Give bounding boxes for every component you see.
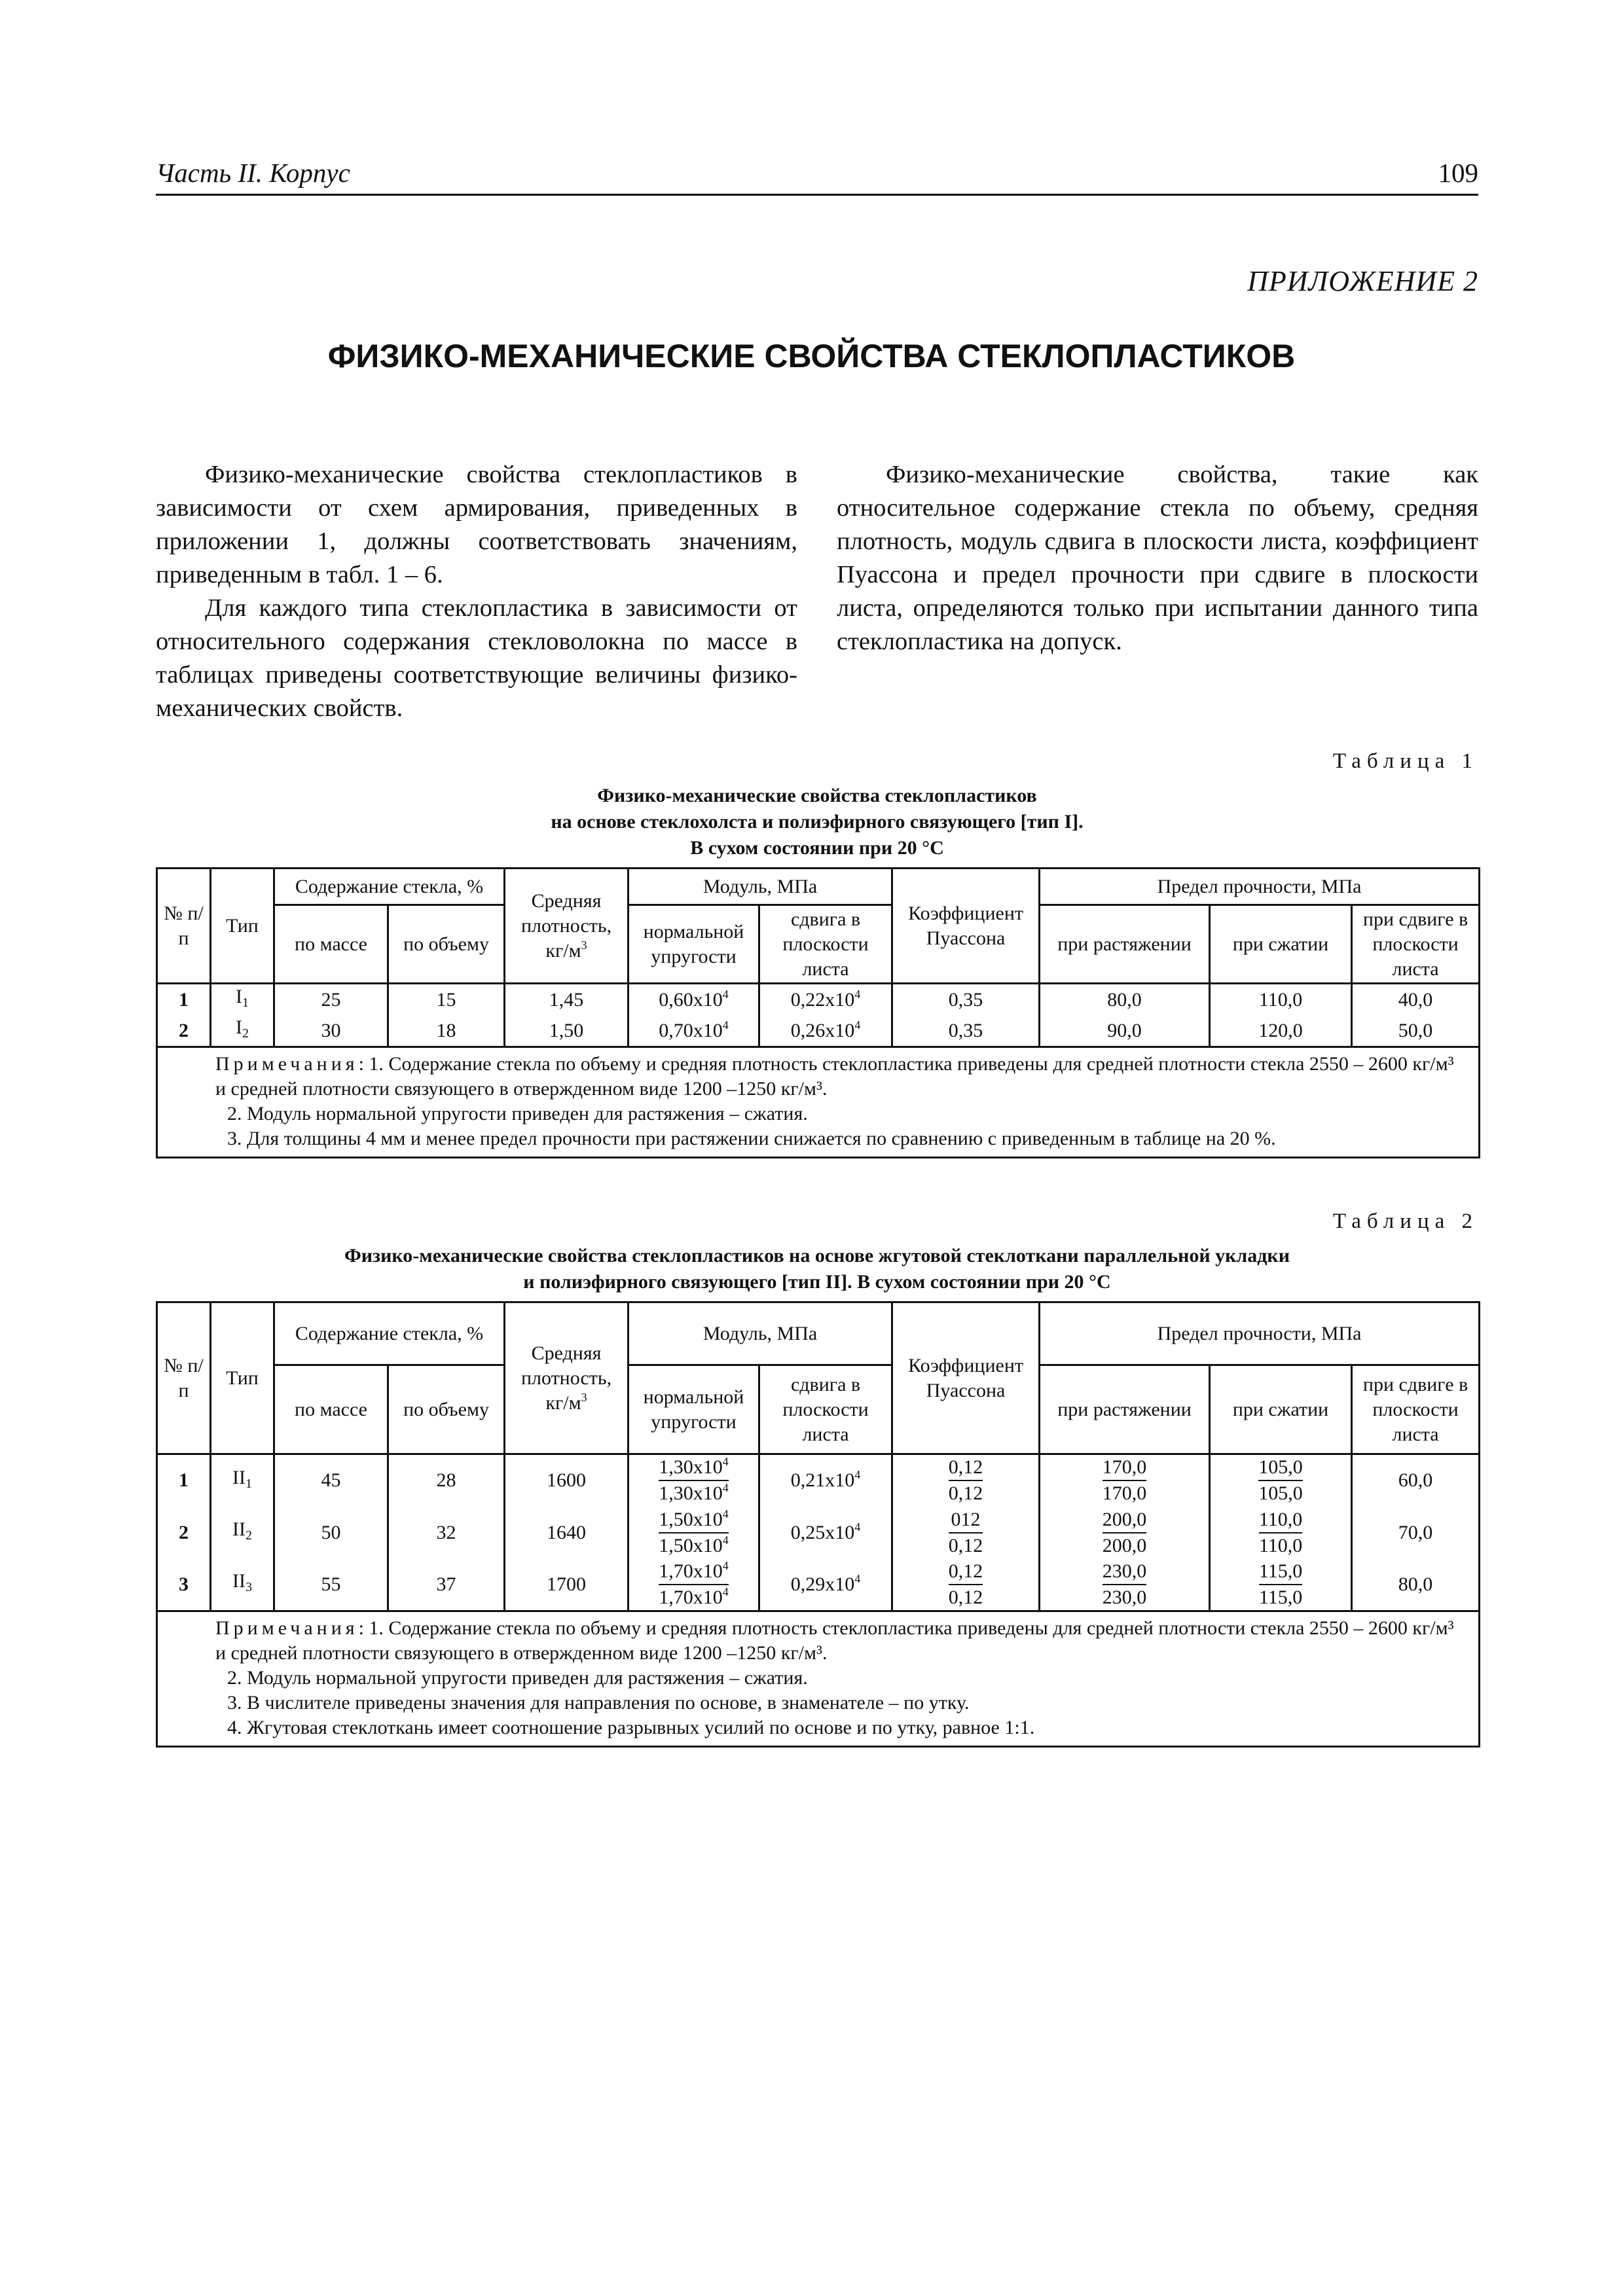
col-density-header: Средняя плотность, $кг/м^3$ [505, 869, 629, 984]
cell: 25 [274, 984, 388, 1016]
intro-right-column [837, 458, 1478, 658]
table-row [157, 984, 1480, 1016]
cell: 37 [388, 1559, 505, 1611]
cell: $0,29x10^4$ [759, 1559, 892, 1611]
cell: 110,0 [1210, 984, 1352, 1016]
note: : 1. Содержание стекла по объему и средняя плотность стеклопластика приведены для средней плотности стекла 2550 – 2600 кг/м³ и средней плотности связующего в отвержденном виде 1200 –1250 кг/м³. [215, 1617, 1454, 1664]
table1-label: Таблица 1 [1332, 749, 1478, 773]
cell: 50,0 [1352, 1015, 1480, 1047]
col-shear-strength-header: при сдвиге в плоскости листа [1352, 1365, 1480, 1454]
table2-title-line: и полиэфирного связующего [тип II]. В сухом состоянии при 20 °С [523, 1271, 1111, 1293]
cell: 1600 [505, 1454, 629, 1507]
cell: $\frac{105,0}{105,0}$ [1210, 1454, 1352, 1507]
col-tension-header: при растяжении [1040, 905, 1210, 984]
col-shear-header: сдвига в плоскости листа [759, 905, 892, 984]
cell: 1700 [505, 1559, 629, 1611]
note: 3. В числителе приведены значения для направления по основе, в знаменателе – по утку. [227, 1692, 970, 1713]
cell: 45 [274, 1454, 388, 1507]
cell: 120,0 [1210, 1015, 1352, 1047]
cell: $\frac{115,0}{115,0}$ [1210, 1559, 1352, 1611]
table2-title-line: Физико-механические свойства стеклопластиков на основе жгутовой стеклоткани параллельной укладки [344, 1245, 1290, 1266]
page-title: ФИЗИКО-МЕХАНИЧЕСКИЕ СВОЙСТВА СТЕКЛОПЛАСТИКОВ [327, 338, 1296, 374]
note: 3. Для толщины 4 мм и менее предел прочности при растяжении снижается по сравнению с приведенным в таблице на 20 %. [227, 1128, 1276, 1149]
cell: 90,0 [1040, 1015, 1210, 1047]
col-type-header: Тип [211, 869, 274, 984]
cell: 55 [274, 1559, 388, 1611]
intro-left-column [156, 458, 797, 725]
col-compression-header: при сжатии [1210, 905, 1352, 984]
cell: 2 [157, 1015, 211, 1047]
col-volume-header: по объему [388, 905, 505, 984]
cell: 15 [388, 984, 505, 1016]
intro-paragraph: Физико-механические свойства стеклопластиков в зависимости от схем армирования, приведенных в приложении 1, должны соответствовать значениям, приведенным в табл. 1 – 6. [156, 461, 797, 588]
cell: 3 [157, 1559, 211, 1611]
table1 [156, 867, 1480, 1158]
running-header [156, 154, 1478, 196]
cell: 18 [388, 1015, 505, 1047]
cell: 60,0 [1352, 1454, 1480, 1507]
intro-paragraph: Для каждого типа стеклопластика в зависимости от относительного содержания стекловолокна по массе в таблицах приведены соответствующие величины физико-механических свойств. [156, 594, 797, 722]
col-glass-header: Содержание стекла, % [274, 869, 505, 905]
col-poisson-header: Коэффициент Пуассона [892, 869, 1040, 984]
cell: 0,35 [892, 984, 1040, 1016]
cell: $II_3$ [211, 1559, 274, 1611]
col-num-header: № п/п [157, 869, 211, 984]
col-type-header: Тип [211, 1302, 274, 1454]
col-strength-header: Предел прочности, МПа [1040, 1302, 1480, 1365]
cell: 1 [157, 1454, 211, 1507]
col-density-header: Средняя плотность, $кг/м^3$ [505, 1302, 629, 1454]
cell: 1,50 [505, 1015, 629, 1047]
cell: 0,35 [892, 1015, 1040, 1047]
note: 2. Модуль нормальной упругости приведен для растяжения – сжатия. [227, 1667, 808, 1689]
table1-title-line: В сухом состоянии при 20 °С [690, 837, 944, 859]
cell: $II_1$ [211, 1454, 274, 1507]
cell: 1640 [505, 1507, 629, 1559]
col-poisson-header: Коэффициент Пуассона [892, 1302, 1040, 1454]
cell: $0,26x10^4$ [759, 1015, 892, 1047]
col-tension-header: при растяжении [1040, 1365, 1210, 1454]
col-strength-header: Предел прочности, МПа [1040, 869, 1480, 905]
col-glass-header: Содержание стекла, % [274, 1302, 505, 1365]
cell: $\frac{170,0}{170,0}$ [1040, 1454, 1210, 1507]
cell: $0,21x10^4$ [759, 1454, 892, 1507]
note: : 1. Содержание стекла по объему и средняя плотность стеклопластика приведены для средней плотности стекла 2550 – 2600 кг/м³ и средней плотности связующего в отвержденном виде 1200 –1250 кг/м³. [215, 1053, 1454, 1100]
cell: $\frac{1,30x10^4}{1,30x10^4}$ [629, 1454, 759, 1507]
col-mass-header: по массе [274, 1365, 388, 1454]
table-row [157, 1015, 1480, 1047]
cell: $\frac{110,0}{110,0}$ [1210, 1507, 1352, 1559]
cell: $\frac{230,0}{230,0}$ [1040, 1559, 1210, 1611]
table2-label: Таблица 2 [1332, 1210, 1478, 1233]
table2-notes [157, 1611, 1480, 1747]
cell: 1 [157, 984, 211, 1016]
table-row [157, 1507, 1480, 1559]
table1-title-line: на основе стеклохолста и полиэфирного связующего [тип I]. [551, 811, 1084, 833]
cell: $\frac{1,70x10^4}{1,70x10^4}$ [629, 1559, 759, 1611]
appendix-label: ПРИЛОЖЕНИЕ 2 [1247, 265, 1478, 297]
cell: $\frac{012}{0,12}$ [892, 1507, 1040, 1559]
cell: $\frac{0,12}{0,12}$ [892, 1454, 1040, 1507]
cell: $\frac{0,12}{0,12}$ [892, 1559, 1040, 1611]
page-number: 109 [1438, 158, 1478, 188]
col-num-header: № п/п [157, 1302, 211, 1454]
table1-title-line: Физико-механические свойства стеклопластиков [597, 785, 1037, 806]
table2 [156, 1301, 1480, 1748]
cell: $0,25x10^4$ [759, 1507, 892, 1559]
col-modulus-header: Модуль, МПа [629, 1302, 892, 1365]
table1-notes [157, 1047, 1480, 1158]
cell: 32 [388, 1507, 505, 1559]
cell: $\frac{200,0}{200,0}$ [1040, 1507, 1210, 1559]
intro-paragraph: Физико-механические свойства, такие как относительное содержание стекла по объему, средняя плотность, модуль сдвига в плоскости листа, коэффициент Пуассона и предел прочности при сдвиге в плоскости листа, определяются только при испытании данного типа стеклопластика на допуск. [837, 461, 1478, 655]
cell: 30 [274, 1015, 388, 1047]
table2-title [156, 1243, 1478, 1295]
note: 4. Жгутовая стеклоткань имеет соотношение разрывных усилий по основе и по утку, равное 1:1. [227, 1717, 1035, 1738]
col-volume-header: по объему [388, 1365, 505, 1454]
cell: $II_2$ [211, 1507, 274, 1559]
header-part-title: Часть II. Корпус [156, 158, 350, 188]
notes-label: Примечания [215, 1617, 359, 1639]
col-normal-header: нормальной упругости [629, 905, 759, 984]
cell: 80,0 [1040, 984, 1210, 1016]
cell: 2 [157, 1507, 211, 1559]
cell: 50 [274, 1507, 388, 1559]
note: 2. Модуль нормальной упругости приведен для растяжения – сжатия. [227, 1103, 808, 1124]
cell: 70,0 [1352, 1507, 1480, 1559]
cell: $\frac{1,50x10^4}{1,50x10^4}$ [629, 1507, 759, 1559]
cell: $0,70x10^4$ [629, 1015, 759, 1047]
cell: $0,60x10^4$ [629, 984, 759, 1016]
table1-title [156, 783, 1478, 861]
cell: $I_2$ [211, 1015, 274, 1047]
cell: 1,45 [505, 984, 629, 1016]
col-shear-strength-header: при сдвиге в плоскости листа [1352, 905, 1480, 984]
col-normal-header: нормальной упругости [629, 1365, 759, 1454]
col-modulus-header: Модуль, МПа [629, 869, 892, 905]
notes-label: Примечания [215, 1053, 359, 1075]
col-compression-header: при сжатии [1210, 1365, 1352, 1454]
col-mass-header: по массе [274, 905, 388, 984]
cell: $I_1$ [211, 984, 274, 1016]
table-row [157, 1454, 1480, 1507]
col-shear-header: сдвига в плоскости листа [759, 1365, 892, 1454]
cell: 80,0 [1352, 1559, 1480, 1611]
cell: $0,22x10^4$ [759, 984, 892, 1016]
table-row [157, 1559, 1480, 1611]
cell: 40,0 [1352, 984, 1480, 1016]
cell: 28 [388, 1454, 505, 1507]
